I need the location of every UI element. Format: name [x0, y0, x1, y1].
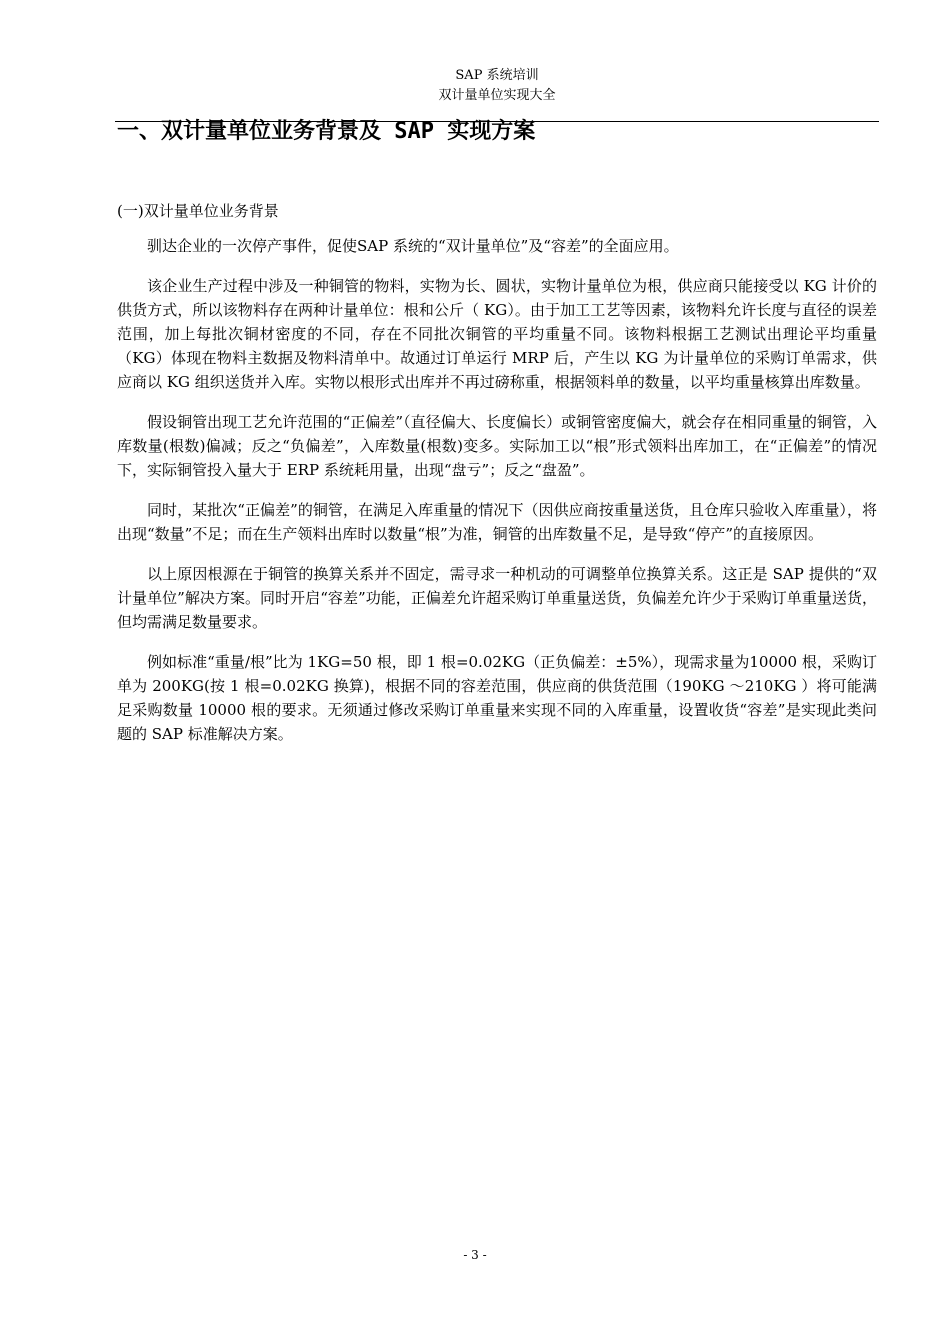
- paragraph-3: 假设铜管出现工艺允许范围的“正偏差”（直径偏大、长度偏长）或铜管密度偏大，就会存在相同重量的铜管，入库数量(根数)偏减；反之“负偏差”，入库数量(根数)变多。实际加工以“根”形式领料出库加工，在“正偏差”的情况下，实际铜管投入量大于 ERP 系统耗用量，出现“盘亏”；反之“盘盈”。: [117, 413, 877, 479]
- page-title: 一、双计量单位业务背景及 SAP 实现方案: [117, 119, 536, 144]
- paragraph-1: 驯达企业的一次停产事件，促使SAP 系统的“双计量单位”及“容差”的全面应用。: [147, 237, 679, 255]
- paragraph-2: 该企业生产过程中涉及一种铜管的物料，实物为长、圆状，实物计量单位为根，供应商只能接受以 KG 计价的供货方式，所以该物料存在两种计量单位：根和公斤（ KG）。由于加工工艺等因素，该物料允许长度与直径的误差范围，加上每批次铜材密度的不同，存在不同批次铜管的平均重量不同。该物料根据工艺测试出理论平均重量（KG）体现在物料主数据及物料清单中。故通过订单运行 MRP 后，产生以 KG 为计量单位的采购订单需求，供应商以 KG 组织送货并入库。实物以根形式出库并不再过磅称重，根据领料单的数量，以平均重量核算出库数量。: [117, 277, 877, 391]
- page-number: - 3 -: [463, 1248, 487, 1262]
- section-heading: (一)双计量单位业务背景: [117, 202, 279, 220]
- paragraph-6: 例如标准“重量/根”比为 1KG=50 根，即 1 根=0.02KG（正负偏差：±5%），现需求量为10000 根，采购订单为 200KG(按 1 根=0.02KG 换算)，根据不同的容差范围，供应商的供货范围（190KG ～210KG ）将可能满足采购数量 10000 根的要求。无须通过修改采购订单重量来实现不同的入库重量，设置收货“容差”是实现此类问题的 SAP 标准解决方案。: [117, 653, 877, 743]
- header-line-1: SAP 系统培训: [455, 68, 539, 83]
- header-line-2: 双计量单位实现大全: [438, 88, 556, 103]
- page-header: [115, 66, 879, 106]
- paragraph-5: 以上原因根源在于铜管的换算关系并不固定，需寻求一种机动的可调整单位换算关系。这正是 SAP 提供的“双计量单位”解决方案。同时开启“容差”功能，正偏差允许超采购订单重量送货，负偏差允许少于采购订单重量送货，但均需满足数量要求。: [117, 565, 877, 631]
- document-body: [117, 196, 877, 762]
- paragraph-4: 同时，某批次“正偏差”的铜管，在满足入库重量的情况下（因供应商按重量送货，且仓库只验收入库重量），将出现“数量”不足；而在生产领料出库时以数量“根”为准，铜管的出库数量不足，是导致“停产”的直接原因。: [117, 501, 877, 543]
